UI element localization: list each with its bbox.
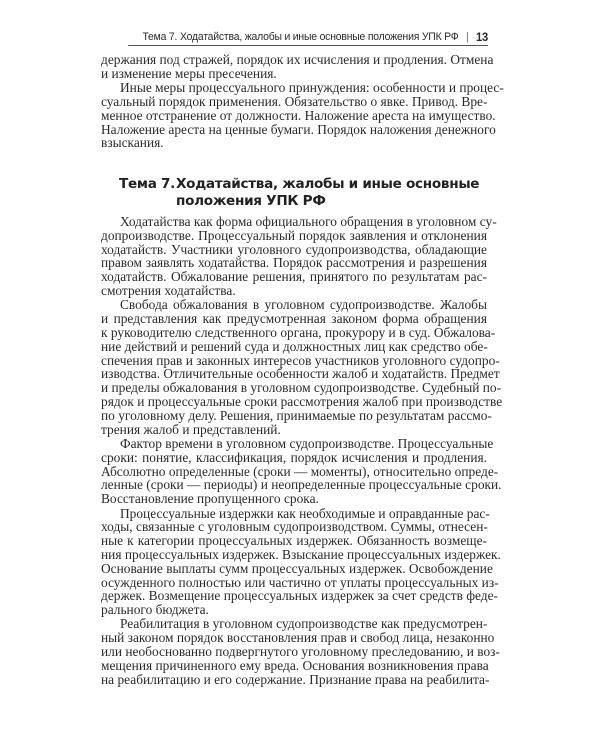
- text-line: суальный порядок применения. Обязательство о явке. Привод. Вре-: [101, 93, 488, 109]
- text-line: и изменение меры пресечения.: [101, 65, 277, 81]
- text-line: трения жалоб и представлений.: [101, 421, 281, 437]
- text-line: ходатайств. Участники уголовного судопроизводства, обладающие: [101, 241, 487, 257]
- text-line: взыскания.: [101, 135, 164, 151]
- section-title-line: Ходатайства, жалобы и иные основные: [176, 176, 480, 192]
- text-line: Абсолютно определенные (сроки — моменты), относительно опреде-: [101, 463, 499, 479]
- text-line: ный законом порядок восстановления прав и свобод лица, незаконно: [101, 630, 495, 646]
- text-line: рядок и процессуальные сроки рассмотрения жалоб при производстве: [101, 393, 503, 409]
- section-title-line: положения УПК РФ: [176, 193, 326, 209]
- text-line: допроизводстве. Процессуальный порядок заявления и отклонения: [101, 227, 487, 243]
- text-line: ходы, связанные с уголовным судопроизводством. Суммы, отнесен-: [101, 519, 488, 535]
- paragraph: [101, 214, 497, 298]
- text-line: ные к категории процессуальных издержек. Обязанность возмеще-: [101, 533, 487, 549]
- paragraph: [101, 80, 504, 151]
- text-line: и пределы обжалования в уголовном судопроизводстве. Судебный по-: [101, 380, 502, 396]
- text-line: осужденного полностью или частично от уплаты процессуальных из-: [101, 574, 499, 590]
- text-line: Восстановление пропущенного срока.: [101, 491, 319, 507]
- paragraph: [101, 616, 500, 687]
- text-line: смотрения ходатайства.: [101, 282, 236, 298]
- text-line: держек. Возмещение процессуальных издержек за счет средств феде-: [101, 588, 498, 604]
- section-number: Тема 7.: [119, 176, 176, 192]
- page-number: 13: [475, 29, 488, 44]
- text-line: ходатайств. Обжалование решения, принятого по результатам рас-: [101, 269, 487, 285]
- text-line: сроки: понятие, классификация, порядок исчисления и продления.: [101, 449, 487, 465]
- text-line: правом заявлять ходатайства. Порядок рассмотрения и разрешения: [101, 255, 487, 271]
- text-line: мещения причиненного ему вреда. Основания возникновения права: [101, 657, 489, 673]
- text-line: Свобода обжалования в уголовном судопроизводстве. Жалобы: [120, 297, 487, 313]
- running-title: Тема 7. Ходатайства, жалобы и иные основные положения УПК РФ: [142, 30, 459, 43]
- text-line: к руководителю следственного органа, прокурору и в суд. Обжалова-: [101, 324, 496, 340]
- section-heading: [119, 176, 479, 210]
- body-text-top: [101, 52, 504, 151]
- paragraph: [101, 505, 501, 618]
- text-line: Фактор времени в уголовном судопроизводстве. Процессуальные: [120, 435, 494, 451]
- text-line: Иные меры процессуального принуждения: особенности и процес-: [120, 80, 504, 96]
- text-line: по уголовному делу. Решения, принимаемые по результатам рассмо-: [101, 407, 492, 423]
- text-line: держания под стражей, порядок их исчисления и продления. Отмена: [101, 52, 494, 67]
- text-line: Процессуальные издержки как необходимые и оправданные рас-: [120, 505, 490, 521]
- text-line: Основание выплаты сумм процессуальных издержек. Освобождение: [101, 560, 493, 576]
- text-line: и представления как предусмотренная законом форма обращения: [101, 311, 487, 327]
- header-separator: |: [465, 30, 469, 43]
- text-line: спечения прав и законных интересов участников уголовного судопро-: [101, 352, 500, 368]
- text-line: изводства. Отличительные особенности жалоб и ходатайств. Предмет: [101, 366, 500, 382]
- text-line: рального бюджета.: [101, 602, 209, 618]
- paragraph: [101, 297, 503, 437]
- text-line: менное отстранение от должности. Наложение ареста на имущество.: [101, 107, 496, 123]
- text-line: на реабилитацию и его содержание. Признание права на реабилита-: [101, 671, 490, 687]
- text-line: ния процессуальных издержек. Взыскание процессуальных издержек.: [101, 546, 501, 562]
- paragraph: [101, 435, 502, 507]
- paragraph: [101, 52, 494, 81]
- running-header: [128, 28, 488, 46]
- text-line: или необоснованно подвергнутого уголовному преследованию, и воз-: [101, 644, 500, 660]
- text-line: ние действий и решений суда и должностных лиц как средство обе-: [101, 338, 488, 354]
- text-line: Наложение ареста на ценные бумаги. Порядок наложения денежного: [101, 121, 496, 137]
- text-line: ленные (сроки — периоды) и неопределенные процессуальные сроки.: [101, 477, 502, 493]
- body-text-section: [101, 214, 503, 687]
- text-line: Ходатайства как форма официального обращения в уголовном су-: [120, 214, 497, 229]
- text-line: Реабилитация в уголовном судопроизводстве как предусмотрен-: [120, 616, 488, 632]
